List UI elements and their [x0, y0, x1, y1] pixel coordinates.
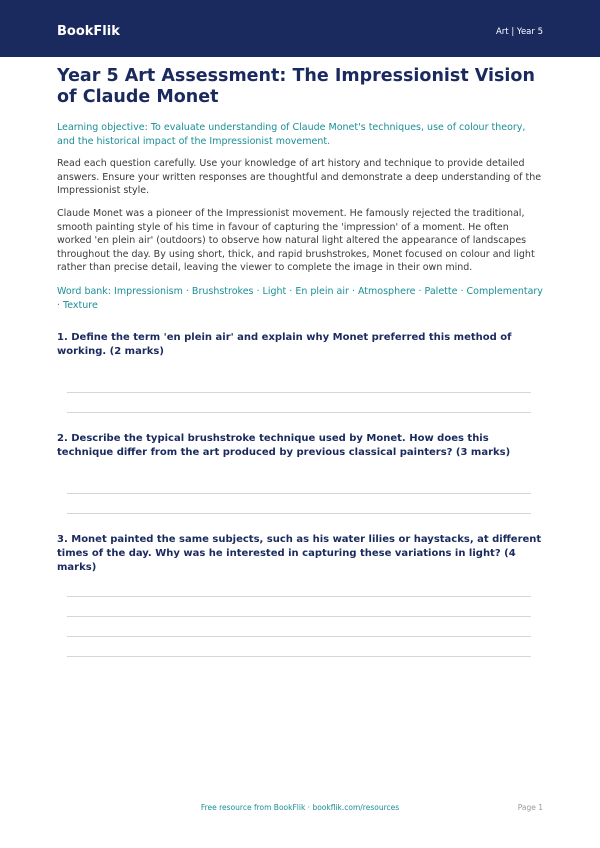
- answer-line[interactable]: [67, 596, 531, 597]
- brand-logo-text[interactable]: BookFlik: [57, 24, 120, 39]
- answer-line[interactable]: [67, 616, 531, 617]
- page-number: Page 1: [517, 803, 543, 812]
- footer-link[interactable]: Free resource from BookFlik · bookflik.com/resources: [200, 803, 400, 812]
- page-title: Year 5 Art Assessment: The Impressionist Vision of Claude Monet: [57, 66, 535, 107]
- instructions-text: Read each question carefully. Use your knowledge of art history and technique to provide detailed answers. Ensure your written responses are thoughtful and demonstrate a deep understanding of the Impressionist style.: [57, 158, 542, 196]
- word-bank: Word bank: Impressionism · Brushstrokes · Light · En plein air · Atmosphere · Palette · Complementary · Texture: [57, 286, 543, 311]
- breadcrumb: Art | Year 5: [495, 27, 543, 37]
- question-2: 2. Describe the typical brushstroke technique used by Monet. How does this technique differ from the art produced by previous classical painters? (3 marks): [57, 433, 511, 458]
- header-bar: [0, 0, 600, 57]
- answer-line[interactable]: [67, 392, 531, 393]
- answer-line[interactable]: [67, 513, 531, 514]
- reading-passage: Claude Monet was a pioneer of the Impressionist movement. He famously rejected the traditional, smooth painting style of his time in favour of capturing the 'impression' of a moment. He often worked 'en plein air' (outdoors) to observe how natural light altered the appearance of landscapes throughout the day. By using short, thick, and rapid brushstrokes, Monet focused on colour and light rather than precise detail, leaving the viewer to complete the image in their own mind.: [57, 208, 535, 273]
- answer-line[interactable]: [67, 636, 531, 637]
- answer-line[interactable]: [67, 656, 531, 657]
- question-1: 1. Define the term 'en plein air' and explain why Monet preferred this method of working. (2 marks): [57, 332, 512, 357]
- learning-objective: Learning objective: To evaluate understanding of Claude Monet's techniques, use of colour theory, and the historical impact of the Impressionist movement.: [57, 122, 526, 147]
- answer-line[interactable]: [67, 493, 531, 494]
- answer-line[interactable]: [67, 412, 531, 413]
- question-3: 3. Monet painted the same subjects, such as his water lilies or haystacks, at different times of the day. Why was he interested in capturing these variations in light? (4 marks): [57, 534, 542, 573]
